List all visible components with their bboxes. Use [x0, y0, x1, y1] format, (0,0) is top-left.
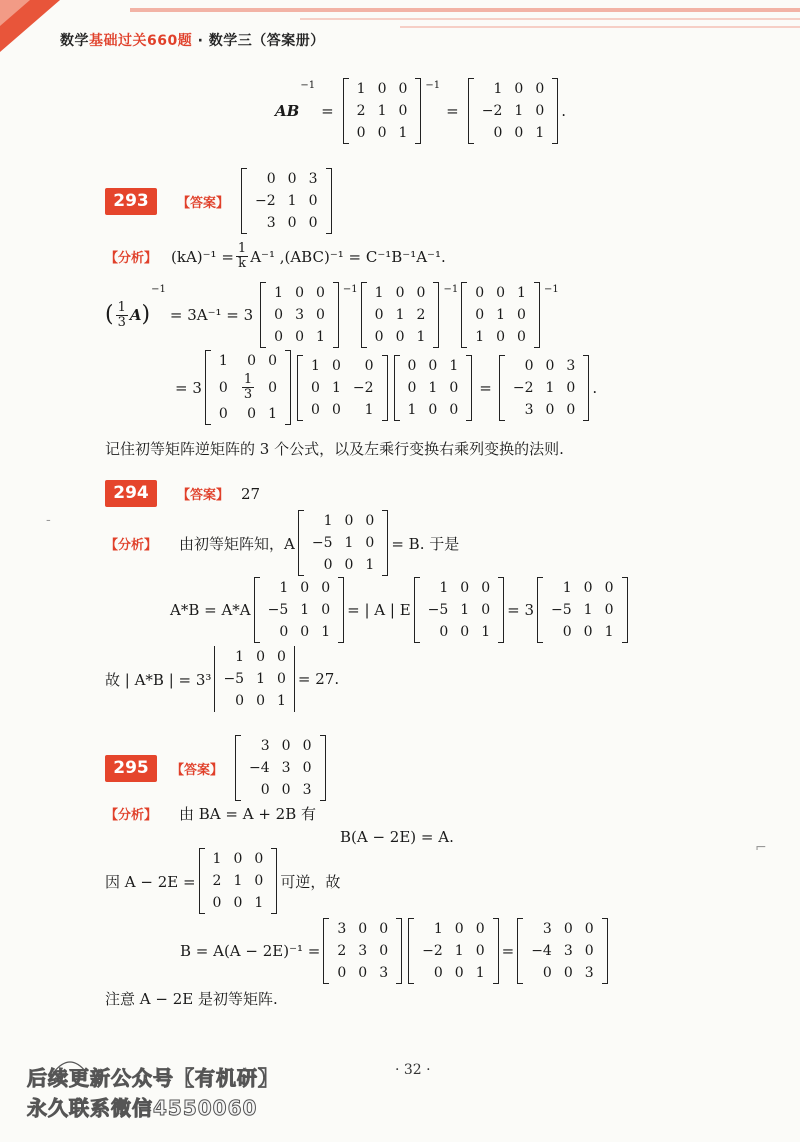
- answer-matrix: 0 0 3 −2 1 0 3 0 0: [241, 168, 331, 234]
- matrix: 1 0 0 −2 1 0 0 0 1: [468, 78, 558, 144]
- q293-note: 记住初等矩阵逆矩阵的 3 个公式，以及左乘行变换右乘列变换的法则.: [105, 440, 564, 458]
- matrix: 1 0 0 −5 1 0 0 0 1: [414, 577, 504, 643]
- q295-result-line: B = A(A − 2E)⁻¹ = 3 0 0 2 3 0 0 0 3 1 0 0 −2 1 0 0 0 1 = 3 0 0 −4 3 0 0 0 3: [180, 918, 611, 984]
- watermark-line2: 永久联系微信4550060: [27, 1096, 258, 1120]
- matrix: 3 0 0 −4 3 0 0 0 3: [235, 735, 325, 801]
- question-number-badge: 295: [105, 755, 157, 782]
- matrix: 1 0 0 −2 1 0 0 0 1: [408, 918, 498, 984]
- page-number: · 32 ·: [395, 1062, 431, 1078]
- matrix: 0 0 1 0 1 0 1 0 0: [461, 282, 540, 348]
- q295-analysis-line1: 【分析】 由 BA = A + 2B 有: [105, 805, 317, 823]
- page-title: 数学基础过关660题 · 数学三（答案册）: [60, 33, 325, 49]
- q293-analysis-line1: 【分析】 (kA)⁻¹ = $\frac{1}{k}$ A⁻¹ ,(ABC)⁻¹ = C⁻¹B⁻¹A⁻¹.: [105, 241, 446, 271]
- q295-answer-line: 295 【答案】 3 0 0 −4 3 0 0 0 3: [105, 735, 329, 801]
- q295-note: 注意 A − 2E 是初等矩阵.: [105, 990, 278, 1008]
- q294-analysis-line2: A*B = A*A 1 0 0 −5 1 0 0 0 1 = | A | E 1 0 0 −5 1 0 0 0 1 = 3 1 0 0 −5 1 0 0 0 1: [170, 577, 631, 643]
- q295-because-line: 因 A − 2E = 1 0 0 2 1 0 0 0 1 可逆，故: [105, 848, 340, 914]
- matrix: 1 0 0 2 1 0 0 0 1: [199, 848, 278, 914]
- q294-answer-line: 294 【答案】 27: [105, 480, 260, 507]
- scan-mark: -: [46, 512, 51, 528]
- determinant: 1 0 0 −5 1 0 0 0 1: [214, 646, 294, 712]
- matrix: 1 0 0 0 1 2 0 0 1: [361, 282, 440, 348]
- fraction: $\frac{1}{k}$: [237, 241, 247, 271]
- matrix: 1 0 0 −5 1 0 0 0 1: [537, 577, 627, 643]
- q293-analysis-line3: = 3 1 0 0 0 $\frac{1}{3}$ 0 0 0 1 1 0 0 0 1 −2 0 0 1 0 0 1 0 1 0 1 0 0 = 0 0 3 −2 1 0 3 0 0 .: [175, 350, 597, 425]
- matrix: 0 0 1 0 1 0 1 0 0: [394, 355, 473, 421]
- answer-label: 【答案】: [177, 195, 230, 211]
- matrix: 3 0 0 −4 3 0 0 0 3: [517, 918, 607, 984]
- matrix: 1 0 0 0 3 0 0 0 1: [260, 282, 339, 348]
- matrix: 3 0 0 2 3 0 0 0 3: [323, 918, 402, 984]
- watermark-line1: 后续更新公众号【有机研】: [27, 1066, 279, 1090]
- scan-mark: ⌐: [755, 840, 767, 856]
- q294-analysis-line3: 故 | A*B | = 3³ 1 0 0 −5 1 0 0 0 1 = 27.: [105, 646, 339, 712]
- matrix: 1 0 0 2 1 0 0 0 1: [343, 78, 422, 144]
- matrix: 1 0 0 −5 1 0 0 0 1: [254, 577, 344, 643]
- matrix-with-fraction: 1 0 0 0 $\frac{1}{3}$ 0 0 0 1: [205, 350, 291, 425]
- analysis-label: 【分析】: [105, 251, 158, 266]
- matrix: 1 0 0 −5 1 0 0 0 1: [298, 510, 388, 576]
- q293-analysis-line2: ( $\frac{1}{3}$ A ) −1 = 3A⁻¹ = 3 1 0 0 0 3 0 0 0 1 −1 1 0 0 0 1 2 0 0 1 −1 0 0 1 0 1 0 1 0 0 −1: [105, 282, 559, 348]
- question-number-badge: 293: [105, 188, 157, 215]
- matrix: 0 0 3 −2 1 0 3 0 0: [499, 355, 589, 421]
- q294-analysis-line1: 【分析】 由初等矩阵知，A 1 0 0 −5 1 0 0 0 1 = B. 于是: [105, 510, 459, 576]
- matrix: 1 0 0 0 1 −2 0 0 1: [297, 355, 387, 421]
- question-number-badge: 294: [105, 480, 157, 507]
- q293-answer-line: [105, 168, 335, 234]
- top-equation: AB −1 = 1 0 0 2 1 0 0 0 1 −1 = 1 0 0 −2 1 0 0 0 1 .: [275, 78, 566, 144]
- q295-center-equation: B(A − 2E) = A.: [340, 828, 454, 846]
